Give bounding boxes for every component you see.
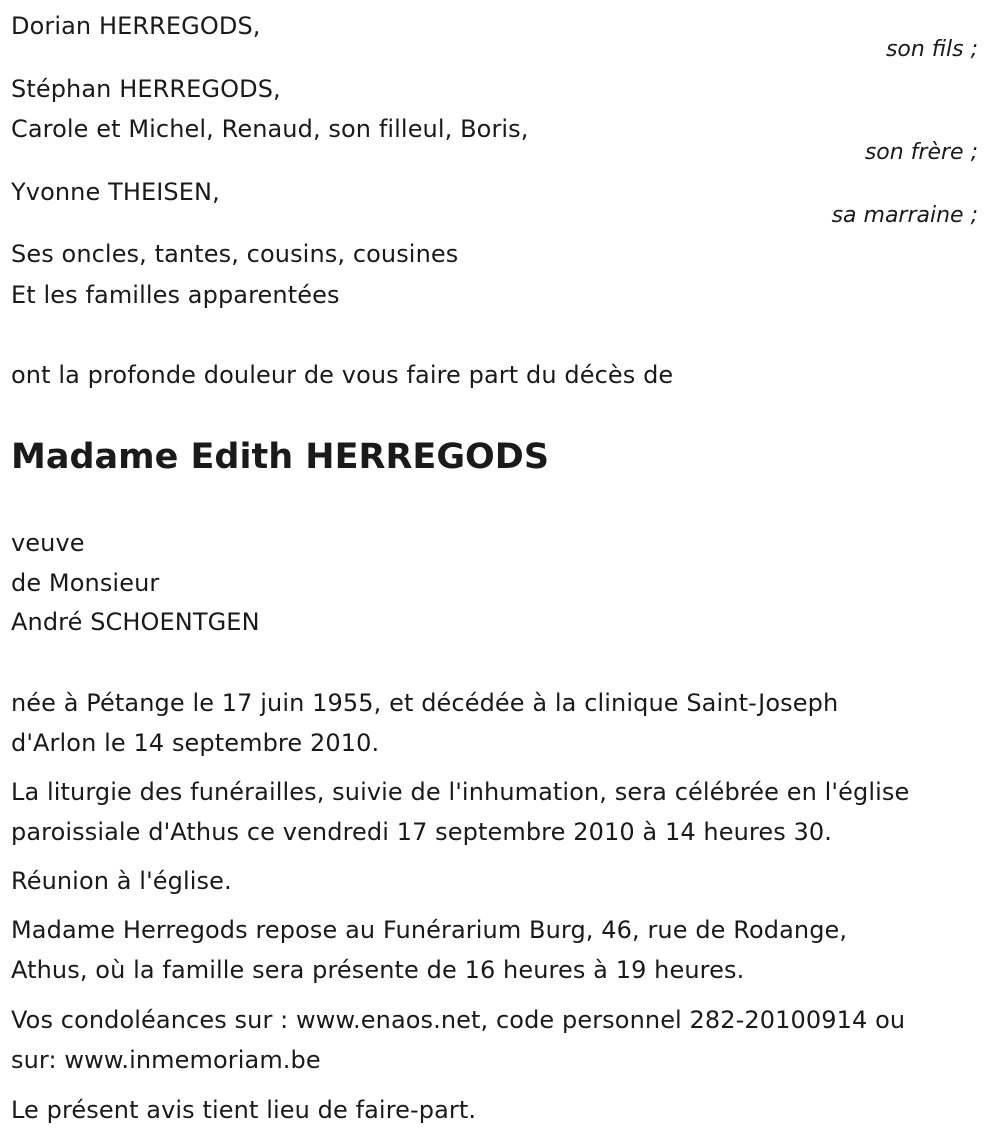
- godmother-relation: sa marraine ;: [831, 203, 978, 228]
- condolences-line-1: Vos condoléances sur : www.enaos.net, code personnel 282-20100914 ou: [11, 1006, 906, 1034]
- relatives-line-1: Ses oncles, tantes, cousins, cousines: [11, 240, 459, 268]
- son-relation: son fils ;: [885, 37, 978, 62]
- announcement: ont la profonde douleur de vous faire part du décès de: [11, 361, 674, 389]
- son-name: Dorian HERREGODS,: [11, 12, 261, 40]
- brother-name: Stéphan HERREGODS,: [11, 75, 281, 103]
- relatives-line-2: Et les familles apparentées: [11, 281, 340, 309]
- liturgy-line-2: paroissiale d'Athus ce vendredi 17 septembre 2010 à 14 heures 30.: [11, 818, 833, 846]
- liturgy-line-1: La liturgie des funérailles, suivie de l'inhumation, sera célébrée en l'église: [11, 778, 910, 806]
- rest-line-1: Madame Herregods repose au Funérarium Burg, 46, rue de Rodange,: [11, 916, 848, 944]
- condolences-line-2: sur: www.inmemoriam.be: [11, 1046, 321, 1074]
- widow-line-1: veuve: [11, 529, 85, 557]
- rest-line-2: Athus, où la famille sera présente de 16 heures à 19 heures.: [11, 956, 745, 984]
- meeting: Réunion à l'église.: [11, 867, 232, 895]
- godmother-name: Yvonne THEISEN,: [11, 178, 220, 206]
- notice: Le présent avis tient lieu de faire-part.: [11, 1096, 477, 1124]
- brother-relation: son frère ;: [864, 140, 978, 165]
- widow-line-2: de Monsieur: [11, 569, 160, 597]
- deceased-name: Madame Edith HERREGODS: [11, 437, 550, 477]
- brother-family: Carole et Michel, Renaud, son filleul, Boris,: [11, 115, 529, 143]
- widow-line-3: André SCHOENTGEN: [11, 608, 260, 636]
- birth-death-line-2: d'Arlon le 14 septembre 2010.: [11, 729, 380, 757]
- birth-death-line-1: née à Pétange le 17 juin 1955, et décédée à la clinique Saint-Joseph: [11, 689, 839, 717]
